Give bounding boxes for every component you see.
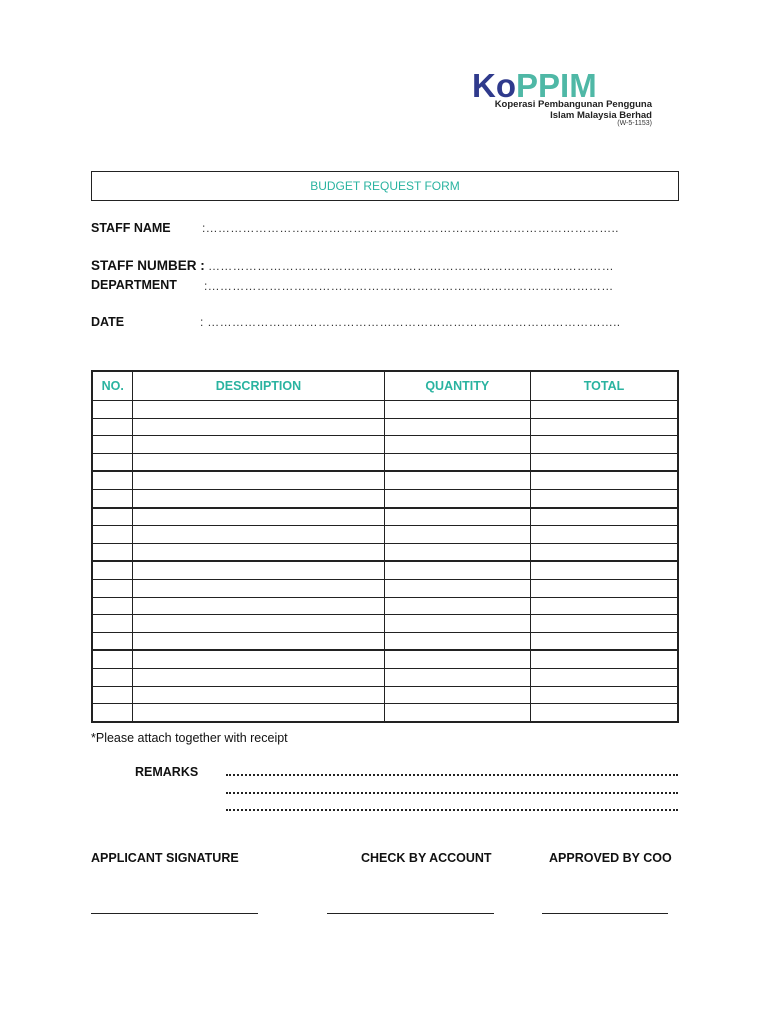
koppim-logo: [470, 68, 660, 132]
quantity-cell[interactable]: [384, 453, 531, 471]
applicant-signature-line[interactable]: [91, 913, 258, 914]
date-label: DATE: [91, 315, 125, 329]
table-row: [92, 597, 678, 615]
description-cell[interactable]: [133, 526, 384, 544]
no-cell[interactable]: [92, 418, 133, 436]
remarks-line-1[interactable]: [226, 774, 678, 776]
quantity-cell[interactable]: [384, 650, 531, 668]
quantity-cell[interactable]: [384, 401, 531, 419]
no-cell[interactable]: [92, 579, 133, 597]
no-cell[interactable]: [92, 686, 133, 704]
no-cell[interactable]: [92, 489, 133, 507]
applicant-signature-label: APPLICANT SIGNATURE: [91, 851, 239, 865]
quantity-cell[interactable]: [384, 579, 531, 597]
quantity-cell[interactable]: [384, 686, 531, 704]
table-row: [92, 668, 678, 686]
account-signature-line[interactable]: [327, 913, 494, 914]
logo-ppim: PPIM: [516, 67, 597, 104]
logo-ko: Ko: [472, 67, 516, 104]
total-cell[interactable]: [531, 401, 678, 419]
total-cell[interactable]: [531, 579, 678, 597]
quantity-cell[interactable]: [384, 668, 531, 686]
description-cell[interactable]: [133, 686, 384, 704]
total-cell[interactable]: [531, 615, 678, 633]
table-row: [92, 615, 678, 633]
description-cell[interactable]: [133, 615, 384, 633]
table-row: [92, 579, 678, 597]
remarks-line-2[interactable]: [226, 792, 678, 794]
total-cell[interactable]: [531, 418, 678, 436]
total-cell[interactable]: [531, 543, 678, 561]
quantity-cell[interactable]: [384, 704, 531, 722]
quantity-cell[interactable]: [384, 561, 531, 579]
no-cell[interactable]: [92, 668, 133, 686]
date-field[interactable]: : ………………………………………………………………………………………..: [200, 315, 621, 329]
total-cell[interactable]: [531, 686, 678, 704]
quantity-cell[interactable]: [384, 597, 531, 615]
no-cell[interactable]: [92, 704, 133, 722]
quantity-cell[interactable]: [384, 489, 531, 507]
table-row: [92, 508, 678, 526]
staff-name-label: STAFF NAME: [91, 221, 171, 235]
form-title: BUDGET REQUEST FORM: [310, 179, 460, 193]
no-cell[interactable]: [92, 436, 133, 454]
table-row: [92, 489, 678, 507]
total-cell[interactable]: [531, 471, 678, 489]
staff-number-label: STAFF NUMBER :: [91, 258, 205, 273]
quantity-cell[interactable]: [384, 436, 531, 454]
table-row: [92, 418, 678, 436]
department-field[interactable]: :………………………………………………………………………………………: [204, 279, 614, 293]
logo-registration: (W-5-1153): [617, 120, 652, 127]
form-title-box: [91, 171, 679, 201]
total-cell[interactable]: [531, 526, 678, 544]
no-cell[interactable]: [92, 401, 133, 419]
total-cell[interactable]: [531, 489, 678, 507]
total-cell[interactable]: [531, 650, 678, 668]
coo-signature-line[interactable]: [542, 913, 668, 914]
remarks-label: REMARKS: [135, 765, 199, 779]
no-cell[interactable]: [92, 508, 133, 526]
description-cell[interactable]: [133, 579, 384, 597]
no-cell[interactable]: [92, 526, 133, 544]
total-cell[interactable]: [531, 453, 678, 471]
table-row: [92, 436, 678, 454]
no-cell[interactable]: [92, 597, 133, 615]
table-row: [92, 686, 678, 704]
quantity-cell[interactable]: [384, 632, 531, 650]
total-cell[interactable]: [531, 668, 678, 686]
logo-line-2: Islam Malaysia Berhad: [550, 110, 652, 121]
description-cell[interactable]: [133, 597, 384, 615]
table-row: [92, 650, 678, 668]
check-by-account-label: CHECK BY ACCOUNT: [361, 851, 492, 865]
description-cell[interactable]: [133, 561, 384, 579]
no-cell[interactable]: [92, 453, 133, 471]
total-cell[interactable]: [531, 597, 678, 615]
table-row: [92, 401, 678, 419]
total-cell[interactable]: [531, 704, 678, 722]
description-cell[interactable]: [133, 704, 384, 722]
items-table-body: [92, 401, 678, 722]
header-description: DESCRIPTION: [133, 371, 384, 401]
no-cell[interactable]: [92, 543, 133, 561]
no-cell[interactable]: [92, 632, 133, 650]
description-cell[interactable]: [133, 508, 384, 526]
remarks-line-3[interactable]: [226, 809, 678, 811]
description-cell[interactable]: [133, 401, 384, 419]
staff-name-field[interactable]: :………………………………………………………………………………………..: [202, 221, 619, 235]
header-no: NO.: [92, 371, 133, 401]
description-cell[interactable]: [133, 418, 384, 436]
approved-by-coo-label: APPROVED BY COO: [549, 851, 672, 865]
table-row: [92, 526, 678, 544]
receipt-note: *Please attach together with receipt: [91, 731, 288, 745]
no-cell[interactable]: [92, 471, 133, 489]
description-cell[interactable]: [133, 489, 384, 507]
table-row: [92, 632, 678, 650]
quantity-cell[interactable]: [384, 615, 531, 633]
staff-number-field[interactable]: ………………………………………………………………………………………: [208, 259, 614, 273]
table-row: [92, 704, 678, 722]
quantity-cell[interactable]: [384, 508, 531, 526]
table-row: [92, 543, 678, 561]
description-cell[interactable]: [133, 668, 384, 686]
description-cell[interactable]: [133, 436, 384, 454]
table-header-row: [92, 371, 678, 401]
items-table: [91, 370, 679, 723]
total-cell[interactable]: [531, 632, 678, 650]
department-label: DEPARTMENT: [91, 278, 177, 292]
table-row: [92, 561, 678, 579]
description-cell[interactable]: [133, 543, 384, 561]
table-row: [92, 471, 678, 489]
quantity-cell[interactable]: [384, 543, 531, 561]
quantity-cell[interactable]: [384, 418, 531, 436]
quantity-cell[interactable]: [384, 526, 531, 544]
description-cell[interactable]: [133, 632, 384, 650]
no-cell[interactable]: [92, 615, 133, 633]
logo-line-1: Koperasi Pembangunan Pengguna: [494, 99, 652, 110]
total-cell[interactable]: [531, 508, 678, 526]
no-cell[interactable]: [92, 650, 133, 668]
description-cell[interactable]: [133, 650, 384, 668]
description-cell[interactable]: [133, 471, 384, 489]
description-cell[interactable]: [133, 453, 384, 471]
total-cell[interactable]: [531, 561, 678, 579]
no-cell[interactable]: [92, 561, 133, 579]
quantity-cell[interactable]: [384, 471, 531, 489]
header-total: TOTAL: [531, 371, 678, 401]
total-cell[interactable]: [531, 436, 678, 454]
table-row: [92, 453, 678, 471]
header-quantity: QUANTITY: [384, 371, 531, 401]
